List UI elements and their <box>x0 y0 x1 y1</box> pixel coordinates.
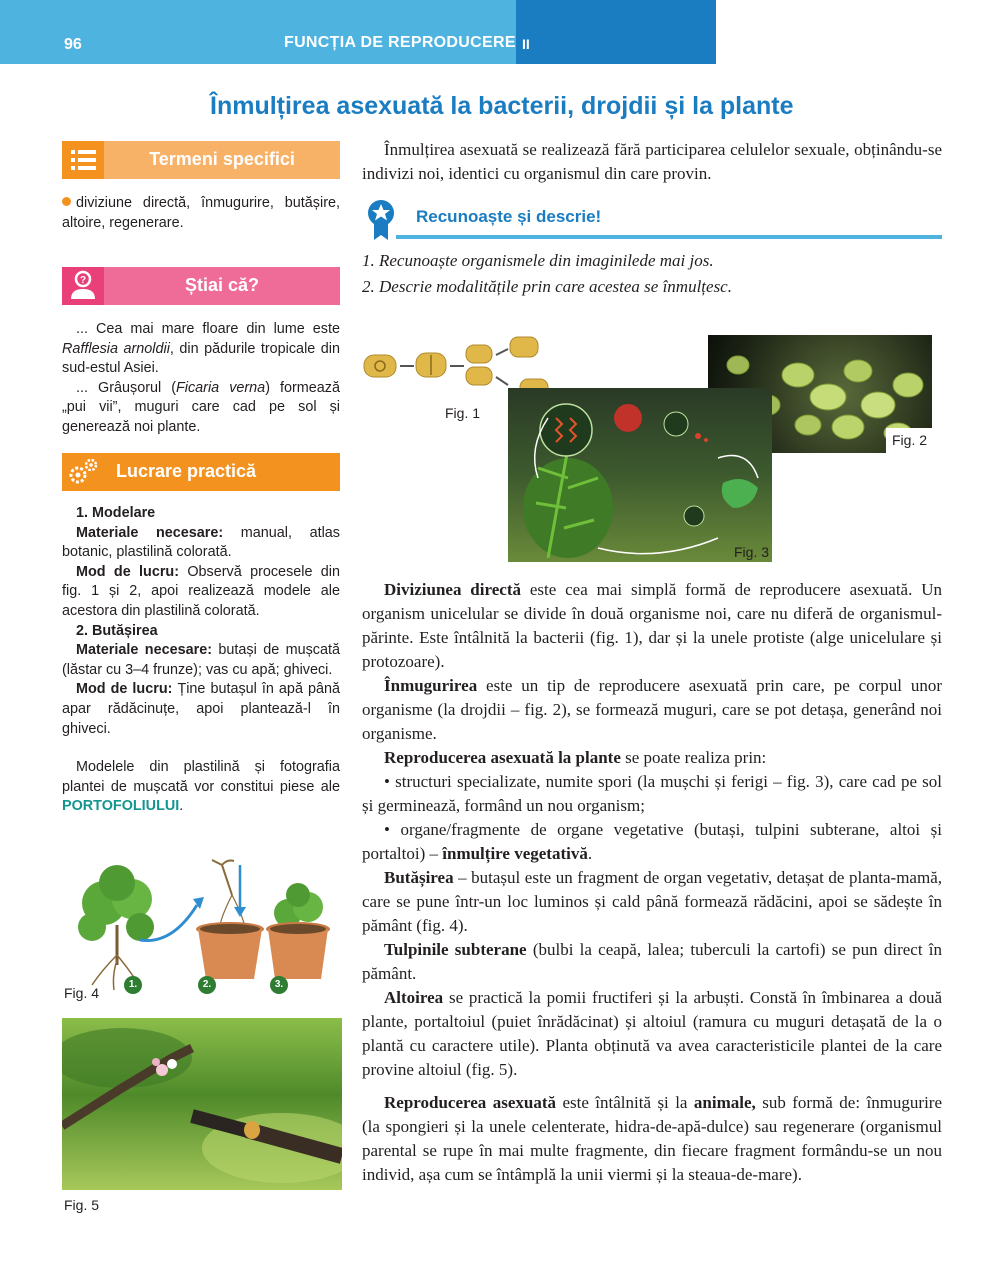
list-icon <box>62 141 104 179</box>
terms-heading: Termeni specifici <box>149 149 295 169</box>
chapter-title: FUNCȚIA DE REPRODUCERE <box>284 34 516 51</box>
practical-heading: Lucrare practică <box>116 461 257 481</box>
task-2: 2. Descrie modalitățile prin care acestea se înmulțesc. <box>362 277 732 296</box>
fig4-step-2: 2. <box>198 976 216 994</box>
page-title: Înmulțirea asexuată la bacterii, drojdii și la plante <box>210 92 794 120</box>
recognize-heading: Recunoaște și descrie! <box>416 207 602 226</box>
orange-bullet-icon <box>62 197 71 206</box>
terms-box-header <box>62 141 340 179</box>
did-you-know-text: ... Cea mai mare floare din lume este Rafflesia arnoldii, din pădurile tropicale din sud-estul Asiei. ... Grâușorul (Ficaria verna) formează „pui vii”, muguri care cad pe sol și generează noi plante. <box>62 321 340 435</box>
page-header-chapter-block <box>516 0 716 64</box>
star-ribbon-icon <box>366 198 396 238</box>
gears-icon <box>62 453 104 491</box>
paragraph-budding: Înmugurirea este un tip de reproducere asexuată prin care, pe corpul unor organisme (la drojdii – fig. 2), se formează muguri, care se pot detașa, generând noi organisme. <box>362 676 942 743</box>
practical-box-header <box>62 453 340 491</box>
bullet-vegetative: • organe/fragmente de organe vegetative (butași, tulpini subterane, altoi și portaltoi) – înmulțire vegetativă. <box>362 820 942 863</box>
paragraph-direct-division: Diviziunea directă este cea mai simplă formă de reproducere asexuată. Un organism unicelular se divide în două organisme noi, care nu diferă de organismul-părinte. Este întâlnită la bacterii (fig. 1), dar și la unele protiste (alge unicelulare și protozoare). <box>362 580 942 671</box>
fig4-step-3: 3. <box>270 976 288 994</box>
svg-text:?: ? <box>79 275 87 286</box>
recognize-box-header <box>366 198 942 242</box>
did-you-know-box-header <box>62 267 340 305</box>
recognize-tasks <box>362 248 732 300</box>
fig5-label: Fig. 5 <box>64 1197 100 1213</box>
paragraph-plant-reproduction: Reproducerea asexuată la plante se poate realiza prin: <box>384 748 767 767</box>
fig5-grafting-photo <box>62 1018 342 1190</box>
practical-text: 1. Modelare Materiale necesare: manual, atlas botanic, plastilină colorată. Mod de lucru: Observă procesele din fig. 1 și 2, apoi realizează modele ale acestora din plastilină colorată. 2. Butășirea Materiale necesare: butași de mușcată (lăstar cu 3–4 frunze); vas cu apă; ghiveci. Mod de lucru: Ține butașul în apă până apar rădăcinuțe, apoi plantează-l în ghiveci. Modelele din plastilină și fotografia plantei de mușcată vor constitui piese ale PORTOFOLIULUI. <box>62 505 341 815</box>
paragraph-cuttings: Butășirea – butașul este un fragment de organ vegetativ, detașat de planta-mamă, care se pune într-un loc luminos și cald până formează rădăcini, apoi se sădește în pământ (fig. 4). <box>362 868 942 935</box>
paragraph-animals: Reproducerea asexuată este întâlnită și la animale, sub formă de: înmugurire (la spongieri și la unele celenterate, hidra-de-apă-dulce) sau regenerare (organismul parental se rupe în mai multe fragmente, din fiecare fragment formându-se un nou individ, așa cum se întâmplă la unii viermi și la steaua-de-mare). <box>362 1093 943 1184</box>
bullet-spores: • structuri specializate, numite spori (la mușchi și ferigi – fig. 3), care cad pe sol și germinează, formând un nou organism; <box>362 772 942 815</box>
main-text <box>362 578 942 1187</box>
task-1: 1. Recunoaște organismele din imaginilede mai jos. <box>362 251 714 270</box>
fig2-label: Fig. 2 <box>892 432 928 448</box>
fig4-step-1: 1. <box>124 976 142 994</box>
question-person-icon <box>62 267 104 305</box>
fig4-illustration <box>62 855 342 997</box>
paragraph-grafting: Altoirea se practică la pomii fructiferi și la arbuști. Constă în îmbinarea a două plante, portaltoiul (puiet înrădăcinat) și altoiul (ramura cu muguri detașată de la o plantă cu caractere utile). Planta obținută va avea caracteristicile plantei de la care provine altoiul (fig. 5). <box>362 988 942 1079</box>
fig3-fern-cycle-photo <box>508 388 772 562</box>
intro-paragraph: Înmulțirea asexuată se realizează fără participarea celulelor sexuale, obținându-se indivizi noi, identici cu organismul din care provin. <box>362 140 942 183</box>
fig3-label: Fig. 3 <box>734 544 770 560</box>
chapter-number: II <box>522 36 530 52</box>
did-you-know-heading: Știai că? <box>184 275 260 295</box>
paragraph-underground-stems: Tulpinile subterane (bulbi la ceapă, lalea; tuberculi la cartofi) se pun direct în pământ. <box>362 940 943 983</box>
fig1-label: Fig. 1 <box>445 405 481 421</box>
fig4-label: Fig. 4 <box>64 985 100 1001</box>
terms-text: diviziune directă, înmugurire, butășire, altoire, regenerare. <box>62 195 340 231</box>
page-number: 96 <box>64 36 82 53</box>
